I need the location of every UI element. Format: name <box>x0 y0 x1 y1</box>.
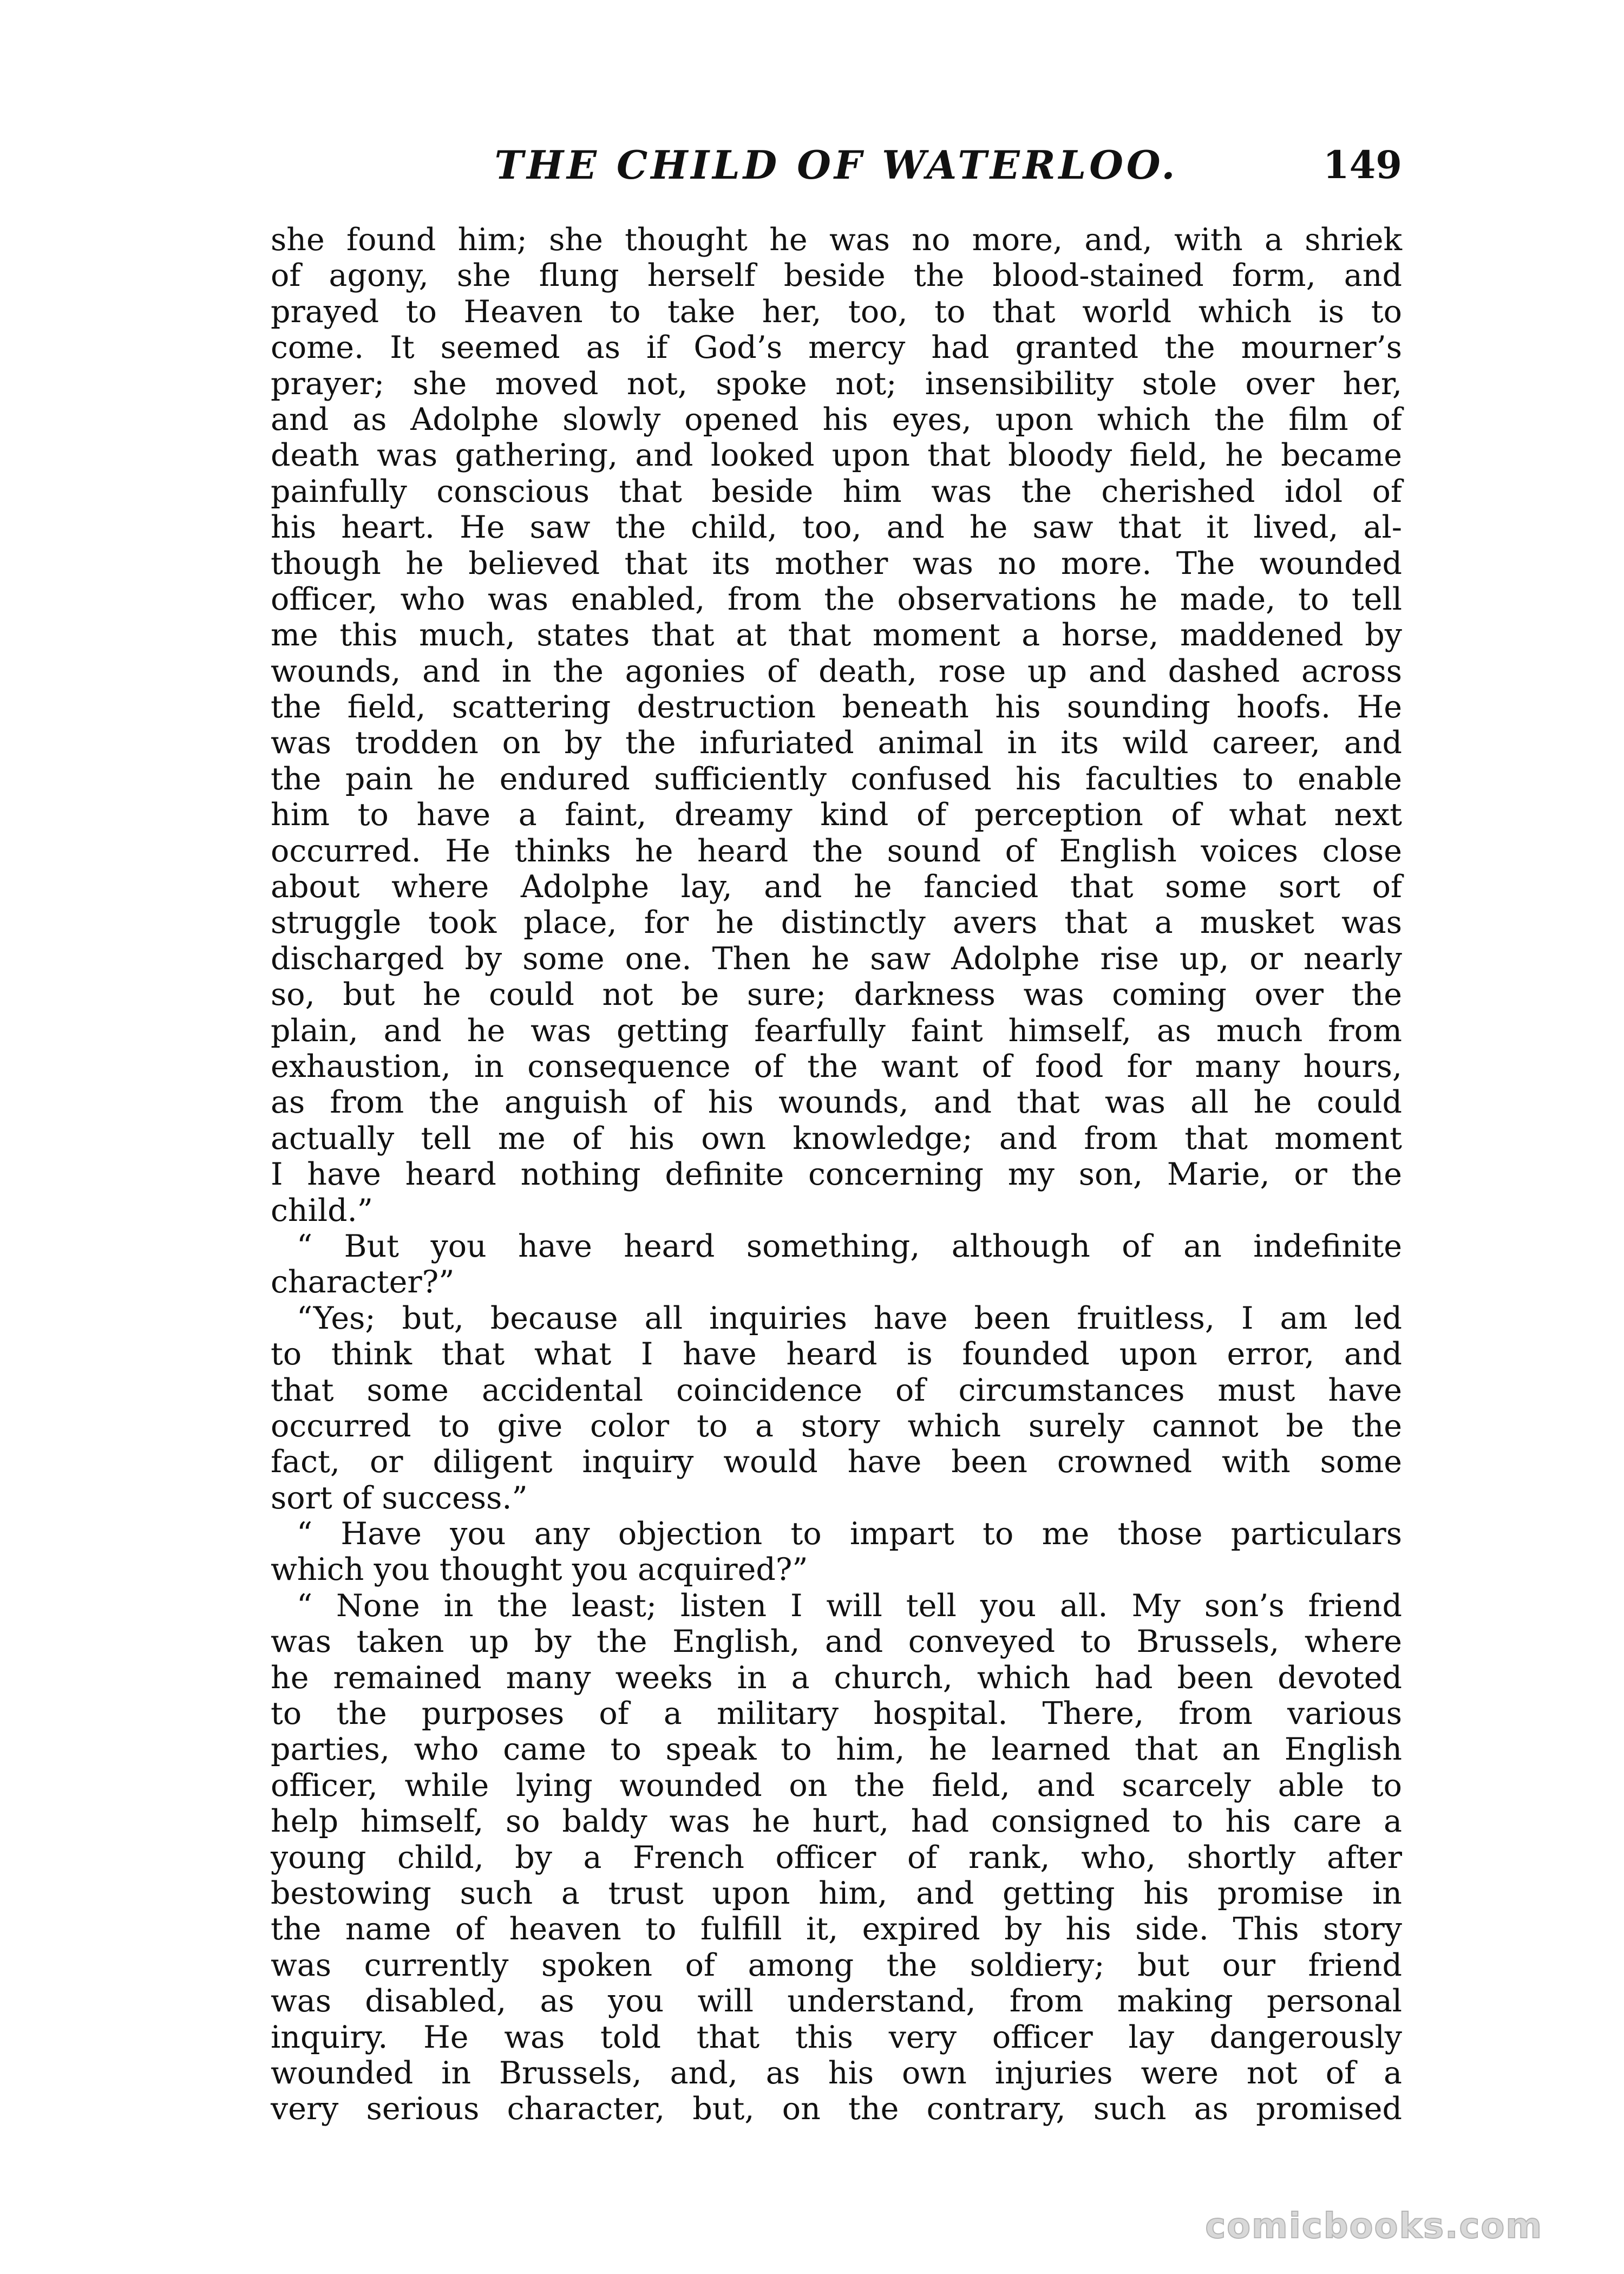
text-line: him to have a faint, dreamy kind of perception of what next <box>271 797 1402 833</box>
text-line: prayed to Heaven to take her, too, to that world which is to <box>271 293 1402 330</box>
text-line: prayer; she moved not, spoke not; insensibility stole over her, <box>271 365 1402 402</box>
text-line: young child, by a French officer of rank, who, shortly after <box>271 1839 1402 1876</box>
text-line: was disabled, as you will understand, from making personal <box>271 1983 1402 2020</box>
text-line: I have heard nothing definite concerning my son, Marie, or the <box>271 1156 1402 1193</box>
text-line: “ Have you any objection to impart to me those particulars <box>297 1516 1402 1552</box>
text-line: child.” <box>271 1192 373 1229</box>
text-line: that some accidental coincidence of circumstances must have <box>271 1372 1402 1408</box>
text-line: the field, scattering destruction beneath his sounding hoofs. He <box>271 689 1402 726</box>
text-line: so, but he could not be sure; darkness was coming over the <box>271 977 1402 1013</box>
text-line: come. It seemed as if God’s mercy had granted the mourner’s <box>271 330 1402 366</box>
text-line: his heart. He saw the child, too, and he saw that it lived, al- <box>271 509 1402 546</box>
text-line: discharged by some one. Then he saw Adolphe rise up, or nearly <box>271 940 1402 977</box>
text-line: help himself, so baldy was he hurt, had consigned to his care a <box>271 1803 1402 1840</box>
text-line: though he believed that its mother was no more. The wounded <box>271 545 1402 581</box>
text-line: painfully conscious that beside him was the cherished idol of <box>271 473 1402 509</box>
text-line: sort of success.” <box>271 1480 528 1516</box>
text-line: wounded in Brussels, and, as his own injuries were not of a <box>271 2055 1402 2091</box>
text-line: to the purposes of a military hospital. There, from various <box>271 1696 1402 1732</box>
watermark: comicbooks.com <box>1205 2206 1543 2246</box>
text-line: actually tell me of his own knowledge; and from that moment <box>271 1120 1402 1156</box>
text-line: inquiry. He was told that this very officer lay dangerously <box>271 2019 1402 2055</box>
text-line: of agony, she flung herself beside the blood-stained form, and <box>271 258 1402 294</box>
text-line: plain, and he was getting fearfully faint himself, as much from <box>271 1012 1402 1049</box>
text-line: to think that what I have heard is founded upon error, and <box>271 1336 1402 1373</box>
page-number: 149 <box>1322 142 1402 187</box>
text-line: wounds, and in the agonies of death, rose up and dashed across <box>271 653 1402 689</box>
text-line: bestowing such a trust upon him, and getting his promise in <box>271 1875 1402 1911</box>
text-line: was taken up by the English, and conveyed to Brussels, where <box>271 1624 1402 1660</box>
text-line: was currently spoken of among the soldiery; but our friend <box>271 1947 1402 1983</box>
text-line: occurred. He thinks he heard the sound of English voices close <box>271 833 1402 869</box>
text-line: about where Adolphe lay, and he fancied that some sort of <box>271 869 1402 905</box>
text-line: character?” <box>271 1264 455 1301</box>
text-line: occurred to give color to a story which surely cannot be the <box>271 1408 1402 1444</box>
body-text <box>271 222 1402 2127</box>
text-line: officer, while lying wounded on the field, and scarcely able to <box>271 1767 1402 1803</box>
text-line: “Yes; but, because all inquiries have been fruitless, I am led <box>297 1300 1402 1336</box>
text-line: as from the anguish of his wounds, and that was all he could <box>271 1084 1402 1121</box>
running-head: THE CHILD OF WATERLOO. <box>494 142 1178 188</box>
text-line: “ But you have heard something, although of an indefinite <box>297 1228 1402 1264</box>
text-line: was trodden on by the infuriated animal in its wild career, and <box>271 725 1402 761</box>
text-line: he remained many weeks in a church, which had been devoted <box>271 1659 1402 1696</box>
text-line: exhaustion, in consequence of the want of food for many hours, <box>271 1048 1402 1084</box>
text-line: and as Adolphe slowly opened his eyes, upon which the film of <box>271 401 1402 437</box>
text-line: the name of heaven to fulfill it, expired by his side. This story <box>271 1911 1402 1948</box>
text-line: me this much, states that at that moment a horse, maddened by <box>271 617 1402 654</box>
text-line: struggle took place, for he distinctly avers that a musket was <box>271 905 1402 941</box>
text-line: fact, or diligent inquiry would have been crowned with some <box>271 1444 1402 1480</box>
text-line: very serious character, but, on the contrary, such as promised <box>271 2091 1402 2127</box>
page-header <box>271 138 1402 203</box>
text-line: the pain he endured sufficiently confused his faculties to enable <box>271 761 1402 797</box>
text-line: officer, who was enabled, from the observations he made, to tell <box>271 581 1402 617</box>
text-line: death was gathering, and looked upon that bloody field, he became <box>271 437 1402 474</box>
text-line: “ None in the least; listen I will tell you all. My son’s friend <box>297 1587 1402 1624</box>
text-line: parties, who came to speak to him, he learned that an English <box>271 1731 1402 1768</box>
text-line: which you thought you acquired?” <box>271 1552 808 1588</box>
text-line: she found him; she thought he was no more, and, with a shriek <box>271 222 1402 258</box>
